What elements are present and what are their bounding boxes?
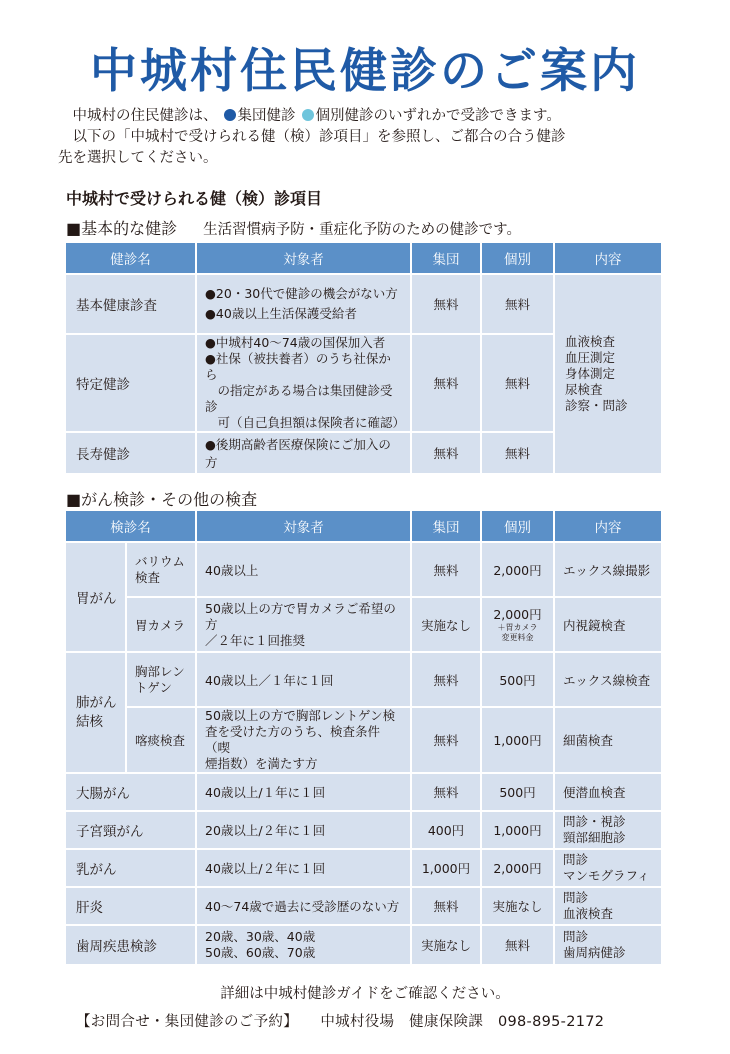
individual-fee: 500円 xyxy=(481,773,554,811)
intro-line-1: 中城村の住民健診は、 集団健診 個別健診のいずれかで受診できます。 xyxy=(72,108,561,124)
basic-header-name: 健診名 xyxy=(66,243,196,274)
individual-fee: 500円 xyxy=(481,652,554,707)
exam-target: ●中城村40～74歳の国保加入者 ●社保（被扶養者）のうち社保から の指定がある場合は集団健診受診 可（自己負担額は保険者に確認） xyxy=(196,334,411,432)
exam-name: 基本健康診査 xyxy=(66,274,196,334)
exam-target: 40歳以上 xyxy=(196,542,411,597)
basic-table xyxy=(66,243,663,475)
exam-name: 子宮頸がん xyxy=(66,811,196,849)
individual-fee: 1,000円 xyxy=(481,707,554,773)
cancer-header-individual: 個別 xyxy=(481,511,554,542)
exam-subtype: 喀痰検査 xyxy=(126,707,196,773)
basic-header-individual: 個別 xyxy=(481,243,554,274)
table-row xyxy=(66,597,662,652)
intro-line-3: 先を選択してください。 xyxy=(58,150,218,166)
group-fee: 1,000円 xyxy=(411,849,481,887)
exam-target: 40歳以上/１年に１回 xyxy=(196,773,411,811)
exam-target: 20歳以上/２年に１回 xyxy=(196,811,411,849)
table-row xyxy=(66,849,662,887)
intro-line-2: 以下の「中城村で受けられる健（検）診項目」を参照し、ご都合の合う健診 xyxy=(72,129,566,145)
exam-name: 大腸がん xyxy=(66,773,196,811)
individual-fee: 2,000円 xyxy=(481,542,554,597)
exam-name: 長寿健診 xyxy=(66,432,196,474)
exam-content: 内視鏡検査 xyxy=(554,597,662,652)
table-row xyxy=(66,652,662,707)
exam-content: 便潜血検査 xyxy=(554,773,662,811)
basic-description: 生活習慣病予防・重症化予防のための健診です。 xyxy=(203,222,521,238)
table-row xyxy=(66,542,662,597)
group-fee: 無料 xyxy=(411,707,481,773)
cancer-header-content: 内容 xyxy=(554,511,662,542)
exam-content: エックス線撮影 xyxy=(554,542,662,597)
exam-target: 40～74歳で過去に受診歴のない方 xyxy=(196,887,411,925)
exam-subtype: バリウム 検査 xyxy=(126,542,196,597)
individual-fee: 無料 xyxy=(481,334,554,432)
group-fee: 無料 xyxy=(411,274,481,334)
exam-subtype: 胸部レン トゲン xyxy=(126,652,196,707)
section-heading: 中城村で受けられる健（検）診項目 xyxy=(66,189,323,208)
basic-header-group: 集団 xyxy=(411,243,481,274)
cancer-table xyxy=(66,511,663,966)
cancer-heading: ■がん検診・その他の検査 xyxy=(66,490,258,509)
exam-name-stomach: 胃がん xyxy=(66,542,126,652)
table-row xyxy=(66,274,662,334)
table-row xyxy=(66,773,662,811)
group-dot-icon xyxy=(224,109,236,121)
table-row xyxy=(66,887,662,925)
individual-fee: 2,000円 ＋胃カメラ 変更料金 xyxy=(481,597,554,652)
cancer-header-group: 集団 xyxy=(411,511,481,542)
exam-target: ●20・30代で健診の機会がない方 ●40歳以上生活保護受給者 xyxy=(196,274,411,334)
contact-label: 【お問合せ・集団健診のご予約】 xyxy=(76,1014,291,1030)
individual-fee: 2,000円 xyxy=(481,849,554,887)
group-fee: 無料 xyxy=(411,334,481,432)
contact-phone: 098-895-2172 xyxy=(497,1014,605,1030)
exam-target: 40歳以上／１年に１回 xyxy=(196,652,411,707)
individual-fee: 無料 xyxy=(481,432,554,474)
exam-target: 50歳以上の方で胸部レントゲン検 査を受けた方のうち、検査条件（喫 煙指数）を満たす方 xyxy=(196,707,411,773)
intro-text xyxy=(58,106,678,169)
cancer-header-target: 対象者 xyxy=(196,511,411,542)
exam-content: 問診 血液検査 xyxy=(554,887,662,925)
page-title: 中城村住民健診のご案内 xyxy=(90,44,640,99)
group-fee: 無料 xyxy=(411,432,481,474)
basic-header-content: 内容 xyxy=(554,243,662,274)
exam-content: 問診 歯周病健診 xyxy=(554,925,662,965)
exam-name-lung: 肺がん 結核 xyxy=(66,652,126,773)
exam-target: 20歳、30歳、40歳 50歳、60歳、70歳 xyxy=(196,925,411,965)
cancer-header-name: 検診名 xyxy=(66,511,196,542)
exam-content: 問診・視診 頸部細胞診 xyxy=(554,811,662,849)
table-row xyxy=(66,811,662,849)
exam-target: ●後期高齢者医療保険にご加入の方 xyxy=(196,432,411,474)
exam-name: 肝炎 xyxy=(66,887,196,925)
group-fee: 400円 xyxy=(411,811,481,849)
exam-name: 歯周疾患検診 xyxy=(66,925,196,965)
table-row xyxy=(66,925,662,965)
individual-dot-icon xyxy=(302,109,314,121)
group-fee: 無料 xyxy=(411,652,481,707)
group-fee: 無料 xyxy=(411,542,481,597)
basic-heading: ■基本的な健診 生活習慣病予防・重症化予防のための健診です。 xyxy=(66,219,521,238)
exam-content: 細菌検査 xyxy=(554,707,662,773)
individual-fee: 無料 xyxy=(481,925,554,965)
basic-content: 血液検査 血圧測定 身体測定 尿検査 診察・問診 xyxy=(554,274,662,474)
group-label: 集団健診 xyxy=(237,108,296,124)
table-row xyxy=(66,707,662,773)
exam-subtype: 胃カメラ xyxy=(126,597,196,652)
group-fee: 無料 xyxy=(411,887,481,925)
exam-content: エックス線検査 xyxy=(554,652,662,707)
individual-fee: 1,000円 xyxy=(481,811,554,849)
contact-office: 中城村役場 健康保険課 xyxy=(320,1014,484,1030)
individual-label: 個別健診 xyxy=(315,108,374,124)
exam-name: 特定健診 xyxy=(66,334,196,432)
group-fee: 実施なし xyxy=(411,597,481,652)
group-fee: 実施なし xyxy=(411,925,481,965)
group-fee: 無料 xyxy=(411,773,481,811)
individual-fee: 実施なし xyxy=(481,887,554,925)
individual-fee: 無料 xyxy=(481,274,554,334)
exam-content: 問診 マンモグラフィ xyxy=(554,849,662,887)
footer-note: 詳細は中城村健診ガイドをご確認ください。 xyxy=(220,986,510,1002)
contact-info xyxy=(76,1010,604,1031)
exam-target: 40歳以上/２年に１回 xyxy=(196,849,411,887)
basic-header-target: 対象者 xyxy=(196,243,411,274)
exam-target: 50歳以上の方で胃カメラご希望の方 ／２年に１回推奨 xyxy=(196,597,411,652)
exam-name: 乳がん xyxy=(66,849,196,887)
